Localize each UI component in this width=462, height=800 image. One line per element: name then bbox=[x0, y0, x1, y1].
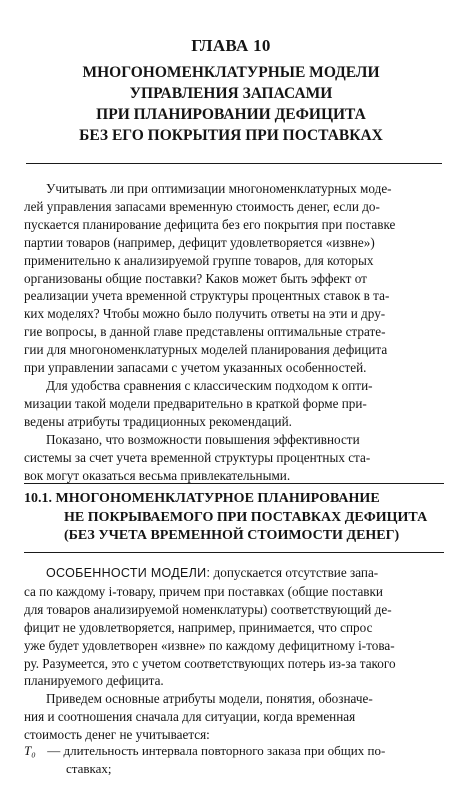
intro-line: ких моделях? Чтобы можно было получить ответы на эти и дру- bbox=[24, 306, 386, 322]
features-lead: ОСОБЕННОСТИ МОДЕЛИ: bbox=[46, 566, 211, 580]
body-line: стоимость денег не учитывается: bbox=[24, 727, 210, 743]
chapter-title-line: БЕЗ ЕГО ПОКРЫТИЯ ПРИ ПОСТАВКАХ bbox=[79, 127, 383, 144]
body-line: ния и соотношения сначала для ситуации, когда временная bbox=[24, 709, 356, 725]
body-first-line bbox=[24, 564, 446, 583]
chapter-title-line: МНОГОНОМЕНКЛАТУРНЫЕ МОДЕЛИ bbox=[82, 64, 380, 81]
chapter-label: ГЛАВА 10 bbox=[191, 36, 271, 55]
intro-line: системы за счет учета временной структуры процентных ста- bbox=[24, 449, 371, 465]
intro-line: лей управления запасами временную стоимость денег, если до- bbox=[24, 198, 380, 214]
intro-line: гии для многономенклатурных моделей планирования дефицита bbox=[24, 342, 388, 358]
intro-line: партии товаров (например, дефицит удовлетворяется «извне») bbox=[24, 234, 375, 250]
intro-line: Для удобства сравнения с классическим подходом к опти- bbox=[46, 377, 373, 393]
body-text bbox=[24, 564, 446, 744]
body-line: планируемого дефицита. bbox=[24, 673, 164, 689]
intro-line: ведены атрибуты традиционных рекомендаций. bbox=[24, 413, 292, 429]
section-title-line: НЕ ПОКРЫВАЕМОГО ПРИ ПОСТАВКАХ ДЕФИЦИТА bbox=[64, 509, 428, 525]
definition-line bbox=[24, 742, 444, 760]
chapter-title-line: УПРАВЛЕНИЯ ЗАПАСАМИ bbox=[129, 85, 333, 102]
intro-line: Учитывать ли при оптимизации многономенклатурных моде- bbox=[46, 181, 392, 196]
chapter-title-line: ПРИ ПЛАНИРОВАНИИ ДЕФИЦИТА bbox=[96, 106, 366, 123]
body-line: са по каждому i-товару, причем при поставках (общие поставки bbox=[24, 583, 383, 599]
section-bottom-rule bbox=[24, 552, 444, 553]
section-title-line: (БЕЗ УЧЕТА ВРЕМЕННОЙ СТОИМОСТИ ДЕНЕГ) bbox=[64, 528, 400, 543]
body-line: для товаров анализируемой номенклатуры) соответствующий де- bbox=[24, 601, 392, 617]
body-line: фицит не удовлетворяется, например, принимается, что спрос bbox=[24, 619, 373, 635]
intro-line: Показано, что возможности повышения эффективности bbox=[46, 431, 360, 447]
section-title bbox=[24, 490, 444, 546]
intro-line: реализации учета временной структуры процентных ставок в та- bbox=[24, 288, 390, 304]
intro-text bbox=[24, 180, 446, 484]
intro-line: пускается планирование дефицита без его покрытия при поставке bbox=[24, 216, 396, 232]
intro-line: при управлении запасами с учетом указанных особенностей. bbox=[24, 360, 367, 376]
intro-line: мизации такой модели предварительно в краткой форме при- bbox=[24, 395, 367, 411]
body-first-line-rest: допускается отсутствие запа- bbox=[210, 565, 379, 580]
intro-line: гие вопросы, в данной главе представлены оптимальные страте- bbox=[24, 324, 386, 340]
definition-term: T₀ bbox=[24, 743, 36, 758]
chapter-title bbox=[0, 62, 462, 146]
chapter-divider bbox=[26, 163, 442, 164]
body-line: ру. Разумеется, это с учетом соответствующих потерь из-за такого bbox=[24, 655, 396, 671]
body-line: Приведем основные атрибуты модели, понятия, обозначе- bbox=[46, 691, 373, 707]
section-title-line: 10.1. МНОГОНОМЕНКЛАТУРНОЕ ПЛАНИРОВАНИЕ bbox=[24, 491, 380, 506]
definition-text: длительность интервала повторного заказа при общих по- bbox=[63, 743, 386, 758]
body-line: уже будет удовлетворен «извне» по каждому дефицитному i-това- bbox=[24, 637, 395, 653]
section-top-rule bbox=[24, 483, 444, 484]
definition-t0 bbox=[24, 742, 444, 777]
definition-dash: — bbox=[47, 743, 61, 758]
intro-line: организованы общие поставки? Каков может быть эффект от bbox=[24, 270, 367, 286]
definition-continuation: ставках; bbox=[66, 760, 112, 776]
intro-line: применительно к анализируемой группе товаров, для которых bbox=[24, 252, 374, 268]
intro-line: вок могут оказаться весьма привлекательными. bbox=[24, 467, 291, 483]
